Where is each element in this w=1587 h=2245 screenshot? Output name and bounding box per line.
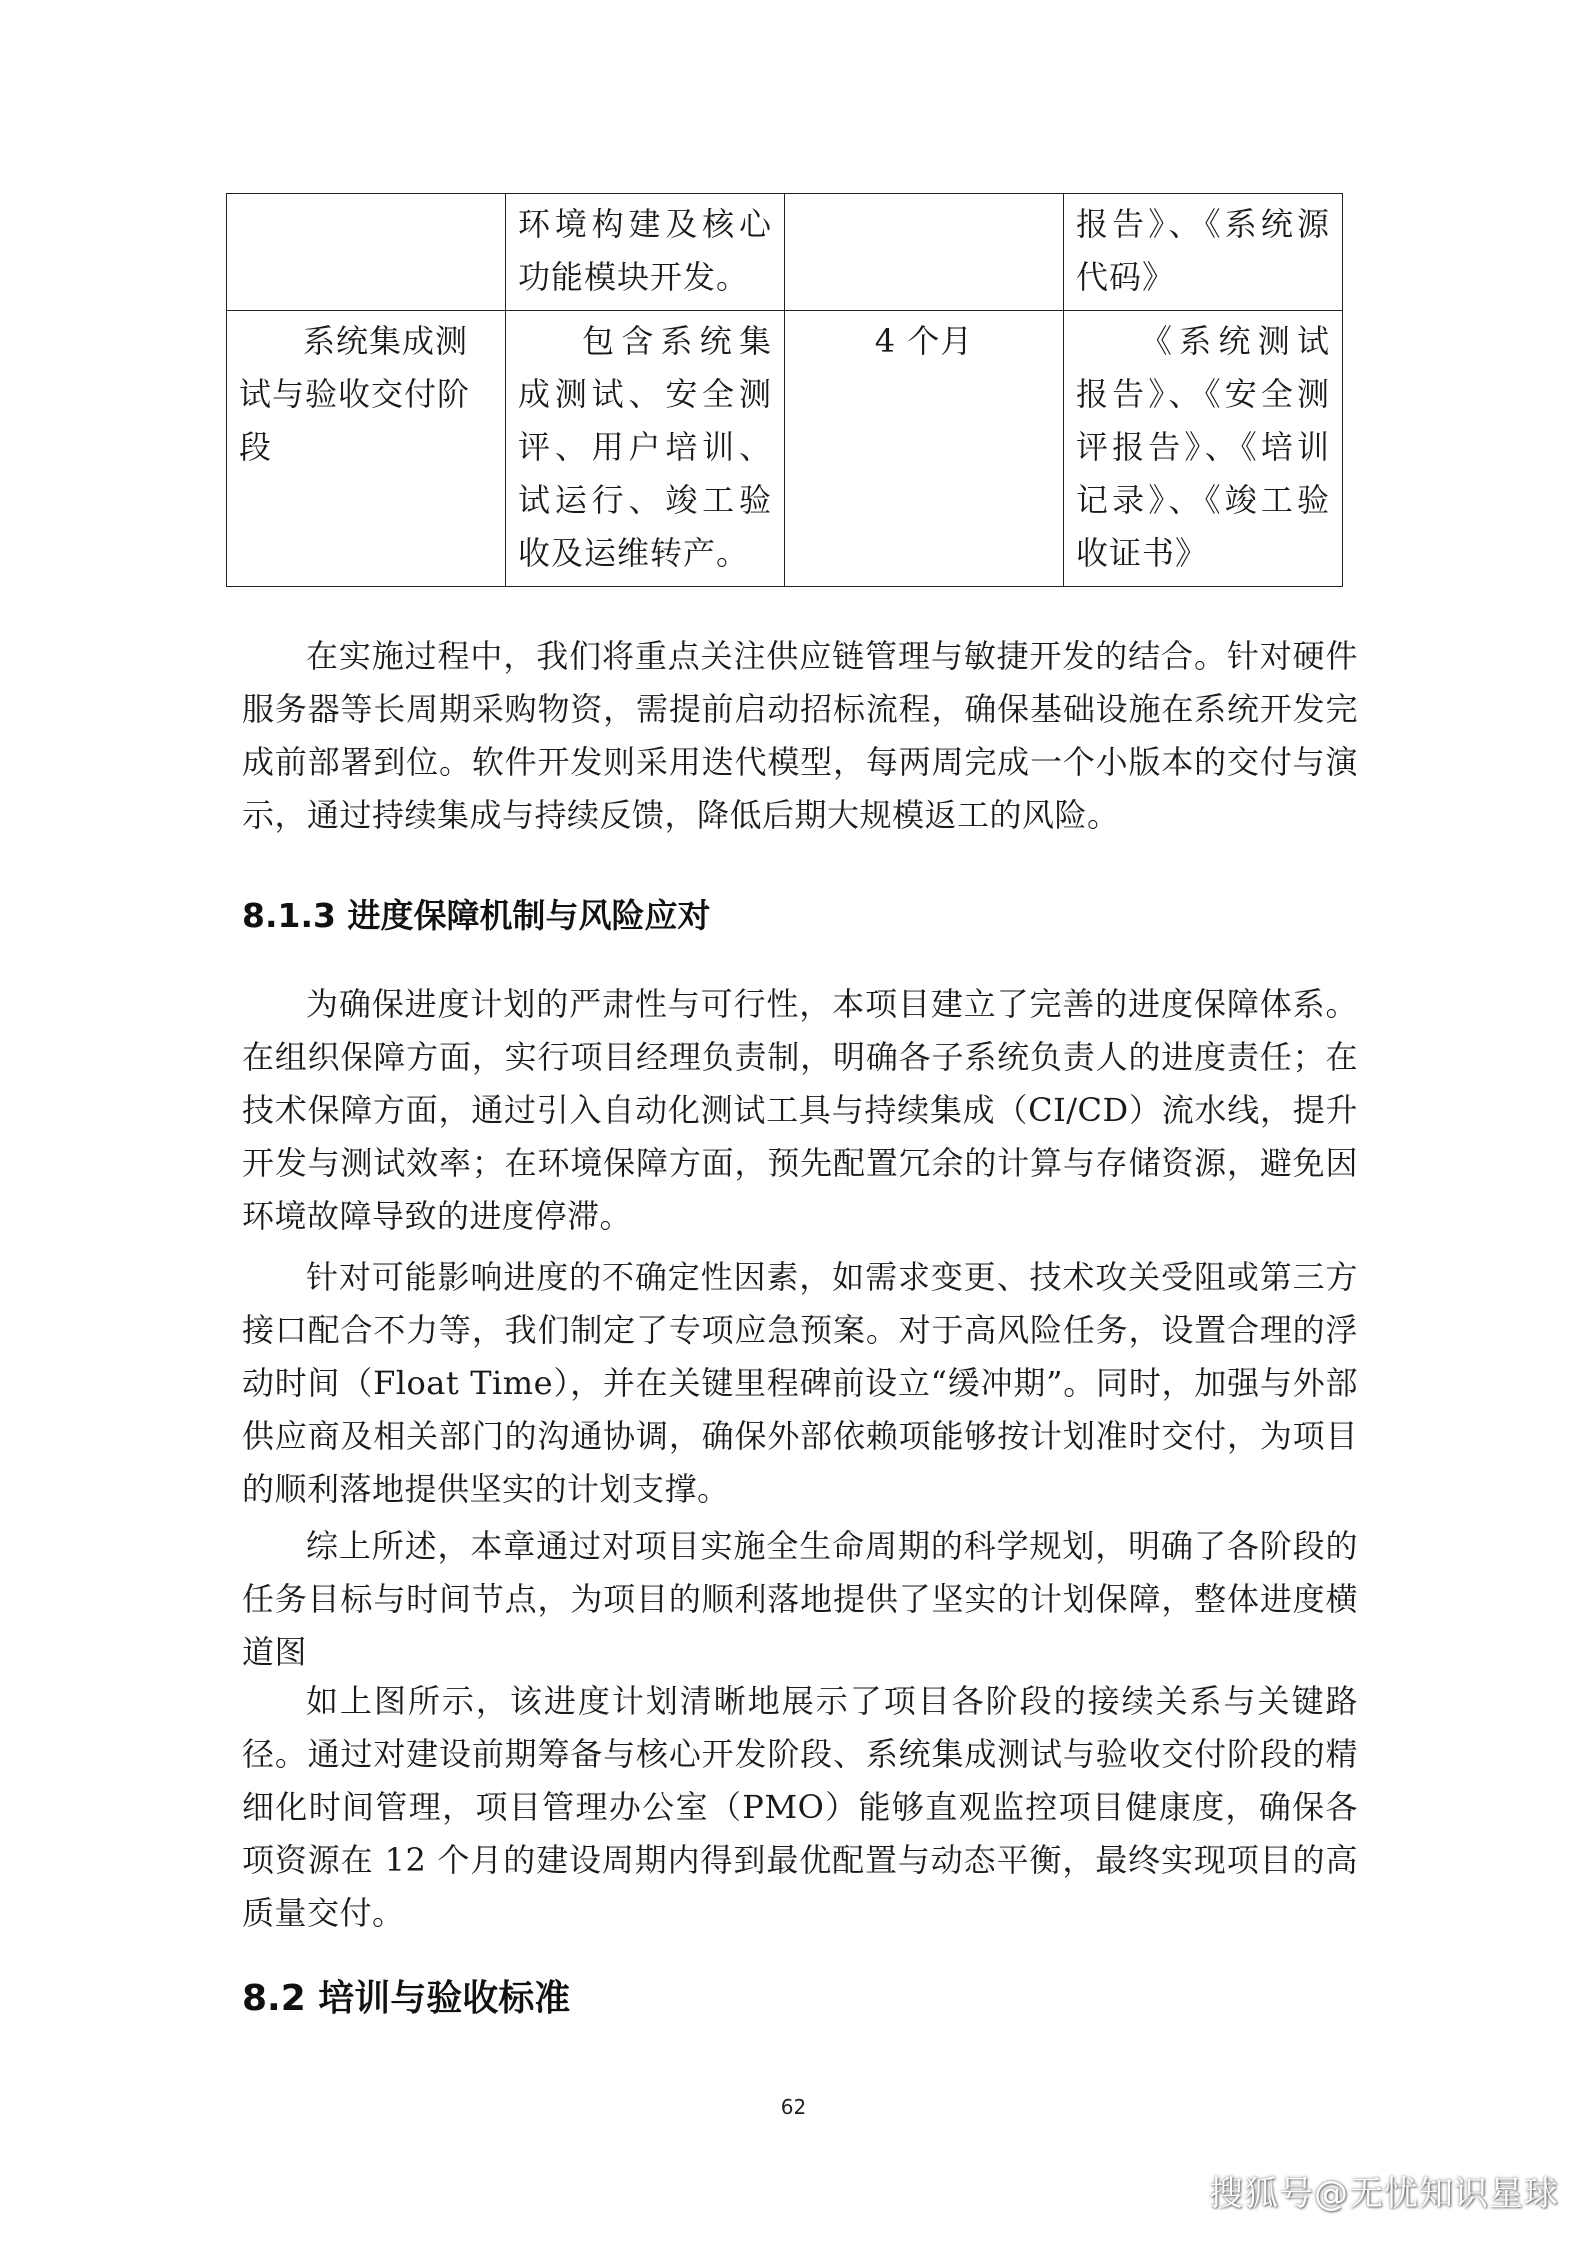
body-paragraph: 为确保进度计划的严肃性与可行性，本项目建立了完善的进度保障体系。在组织保障方面，实行项目经理负责制，明确各子系统负责人的进度责任；在技术保障方面，通过引入自动化测试工具与持续集成（CI/CD）流水线，提升开发与测试效率；在环境保障方面，预先配置冗余的计算与存储资源，避免因环境故障导致的进度停滞。 (242, 985, 1358, 1235)
table-row (227, 194, 1343, 311)
duration-cell (785, 194, 1064, 311)
body-paragraph: 如上图所示，该进度计划清晰地展示了项目各阶段的接续关系与关键路径。通过对建设前期筹备与核心开发阶段、系统集成测试与验收交付阶段的精细化时间管理，项目管理办公室（PMO）能够直观监控项目健康度，确保各项资源在 12 个月的建设周期内得到最优配置与动态平衡，最终实现项目的高质量交付。 (242, 1682, 1358, 1932)
schedule-table (226, 193, 1343, 587)
body-paragraph: 在实施过程中，我们将重点关注供应链管理与敏捷开发的结合。针对硬件服务器等长周期采购物资，需提前启动招标流程，确保基础设施在系统开发完成前部署到位。软件开发则采用迭代模型，每两周完成一个小版本的交付与演示，通过持续集成与持续反馈，降低后期大规模返工的风险。 (242, 637, 1358, 834)
watermark: 搜狐号@无忧知识星球 (1209, 2174, 1559, 2214)
section-heading-8-2: 8.2 培训与验收标准 (242, 1978, 571, 2019)
content-cell: 环境构建及核心功能模块开发。 (506, 194, 785, 311)
section-heading-8-1-3: 8.1.3 进度保障机制与风险应对 (242, 896, 711, 935)
content-cell: 包含系统集成测试、安全测评、用户培训、试运行、竣工验收及运维转产。 (506, 311, 785, 587)
deliverables-cell: 报告》、《系统源代码》 (1064, 194, 1343, 311)
body-paragraph: 针对可能影响进度的不确定性因素，如需求变更、技术攻关受阻或第三方接口配合不力等，我们制定了专项应急预案。对于高风险任务，设置合理的浮动时间（Float Time），并在关键里程碑前设立“缓冲期”。同时，加强与外部供应商及相关部门的沟通协调，确保外部依赖项能够按计划准时交付，为项目的顺利落地提供坚实的计划支撑。 (242, 1258, 1358, 1508)
duration-cell: 4 个月 (785, 311, 1064, 587)
table-row (227, 311, 1343, 587)
phase-cell (227, 194, 506, 311)
page-number: 62 (780, 2095, 807, 2119)
body-paragraph: 综上所述，本章通过对项目实施全生命周期的科学规划，明确了各阶段的任务目标与时间节点，为项目的顺利落地提供了坚实的计划保障，整体进度横道图 (242, 1527, 1358, 1671)
phase-cell: 系统集成测试与验收交付阶段 (227, 311, 506, 587)
deliverables-cell: 《系统测试报告》、《安全测评报告》、《培训记录》、《竣工验收证书》 (1064, 311, 1343, 587)
